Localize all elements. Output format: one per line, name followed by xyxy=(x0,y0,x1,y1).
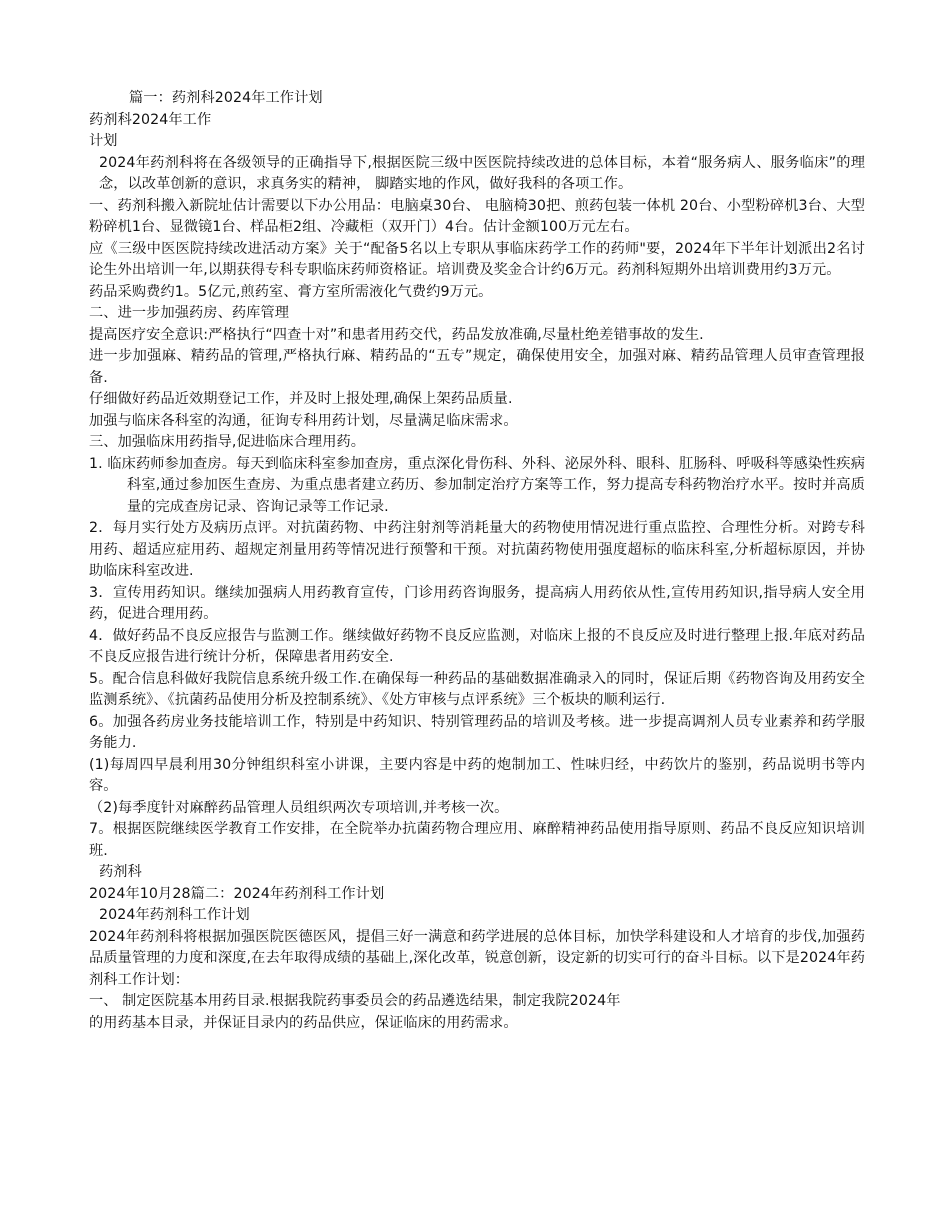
paragraph: 的用药基本目录，并保证目录内的药品供应，保证临床的用药需求。 xyxy=(89,1014,518,1031)
list-item: 2．每月实行处方及病历点评。对抗菌药物、中药注射剂等消耗量大的药物使用情况进行重点监控、合理性分析。对跨专科用药、超适应症用药、超规定剂量用药等情况进行预警和干预。对抗菌药物使用强度超标的临床科室,分析超标原因，并协助临床科室改进. xyxy=(89,520,865,579)
date-line: 2024年10月28篇二：2024年药剂科工作计划 xyxy=(89,885,385,902)
doc-heading-cont: 计划 xyxy=(89,133,118,149)
paragraph: 药品采购费约1。5亿元,煎药室、膏方室所需液化气费约9万元。 xyxy=(89,283,493,300)
paragraph: 2024年药剂科将根据加强医院医德医风，提倡三好一满意和药学进展的总体目标，加快学科建设和人才培育的步伐,加强药品质量管理的力度和深度,在去年取得成绩的基础上,深化改革，锐意创新，设定新的切实可行的奋斗目标。以下是2024年药剂科工作计划： xyxy=(89,928,865,988)
list-item: 3．宣传用药知识。继续加强病人用药教育宣传，门诊用药咨询服务，提高病人用药依从性,宣传用药知识,指导病人安全用药，促进合理用药。 xyxy=(89,584,865,622)
section-title: 2024年药剂科工作计划 xyxy=(99,907,250,923)
section-heading: 二、进一步加强药房、药库管理 xyxy=(89,305,290,321)
paragraph: 加强与临床各科室的沟通，征询专科用药计划，尽量满足临床需求。 xyxy=(89,412,518,429)
list-item: 1. 临床药师参加查房。每天到临床科室参加查房，重点深化骨伤科、外科、泌尿外科、眼科、肛肠科、呼吸科等感染性疾病科室,通过参加医生查房、为重点患者建立药历、参加制定治疗方案等工作，努力提高专科药物治疗水平。按时并高质量的完成查房记录、咨询记录等工作记录. xyxy=(89,455,865,515)
paragraph: 一、药剂科搬入新院址估计需要以下办公用品：电脑桌30台、 电脑椅30把、煎药包装一体机 20台、小型粉碎机3台、大型粉碎机1台、显微镜1台、样品柜2组、冷藏柜（双开门）4台。估计金额100万元左右。 xyxy=(89,197,865,235)
paragraph: 2024年药剂科将在各级领导的正确指导下,根据医院三级中医医院持续改进的总体目标，本着“服务病人、服务临床”的理念，以改革创新的意识，求真务实的精神， 脚踏实地的作风，做好我科的各项工作。 xyxy=(99,154,865,192)
document-page xyxy=(89,88,865,1034)
paragraph: 应《三级中医医院持续改进活动方案》关于“配备5名以上专职从事临床药学工作的药师"要，2024年下半年计划派出2名讨论生外出培训一年,以期获得专科专职临床药师资格证。培训费及奖金合计约6万元。药剂科短期外出培训费用约3万元。 xyxy=(89,240,865,278)
sub-list-item: (1)每周四早晨利用30分钟组织科室小讲课，主要内容是中药的炮制加工、性味归经，中药饮片的鉴别，药品说明书等内容。 xyxy=(89,756,865,794)
section-heading: 三、加强临床用药指导,促进临床合理用药。 xyxy=(89,434,366,450)
paragraph: 进一步加强麻、精药品的管理,严格执行麻、精药品的“五专”规定，确保使用安全，加强对麻、精药品管理人员审查管理报备. xyxy=(89,348,865,386)
paragraph: 仔细做好药品近效期登记工作，并及时上报处理,确保上架药品质量. xyxy=(89,391,513,407)
list-item: 4．做好药品不良反应报告与监测工作。继续做好药物不良反应监测，对临床上报的不良反应及时进行整理上报.年底对药品不良反应报告进行统计分析，保障患者用药安全. xyxy=(89,627,865,665)
list-item: 一、 制定医院基本用药目录.根据我院药事委员会的药品遴选结果，制定我院2024年 xyxy=(89,993,621,1009)
sub-list-item: （2)每季度针对麻醉药品管理人员组织两次专项培训,并考核一次。 xyxy=(89,799,509,816)
section-title: 篇一：药剂科2024年工作计划 xyxy=(129,90,323,106)
list-item: 7。根据医院继续医学教育工作安排，在全院举办抗菌药物合理应用、麻醉精神药品使用指导原则、药品不良反应知识培训班. xyxy=(89,821,865,859)
signature: 药剂科 xyxy=(99,864,142,880)
list-item: 6。加强各药房业务技能培训工作，特别是中药知识、特别管理药品的培训及考核。进一步提高调剂人员专业素养和药学服务能力. xyxy=(89,713,865,751)
list-item: 5。配合信息科做好我院信息系统升级工作.在确保每一种药品的基础数据准确录入的同时，保证后期《药物咨询及用药安全监测系统》、《抗菌药品使用分析及控制系统》、《处方审核与点评系统》三个板块的顺利运行. xyxy=(89,670,865,708)
paragraph: 提高医疗安全意识:严格执行“四查十对”和患者用药交代，药品发放准确,尽量杜绝差错事故的发生. xyxy=(89,326,704,343)
doc-heading: 药剂科2024年工作 xyxy=(89,111,212,128)
